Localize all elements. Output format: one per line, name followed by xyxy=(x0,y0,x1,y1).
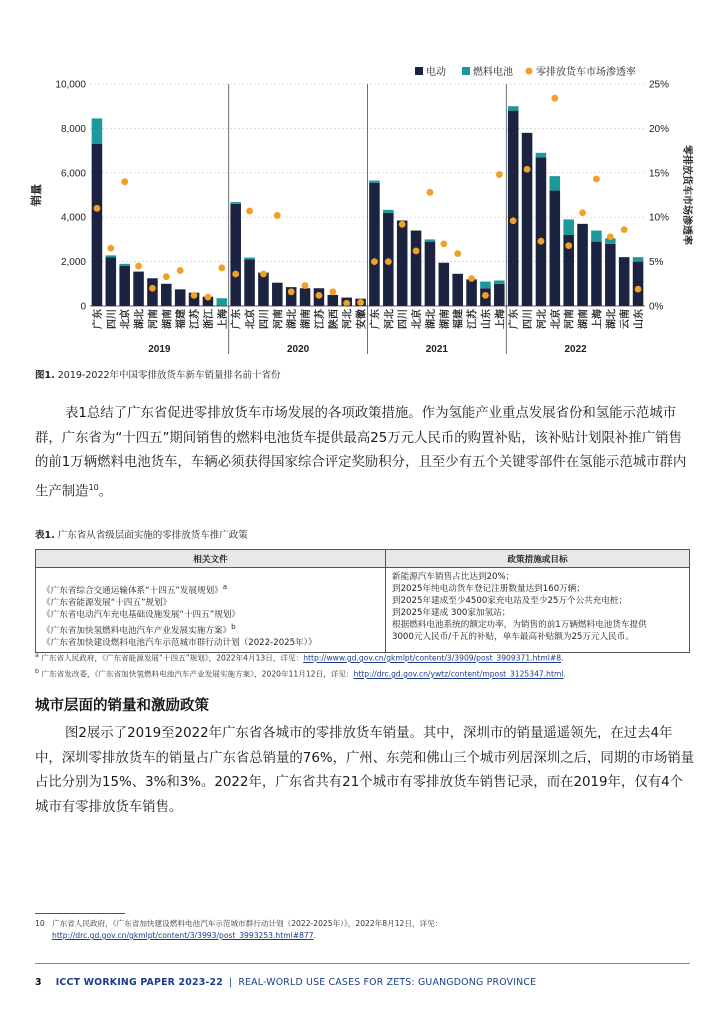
measure-item: 到2025年纯电动货车登记注册数量达到160万辆； xyxy=(392,584,585,594)
penetration-dot xyxy=(191,292,198,299)
note-end: . xyxy=(561,653,564,663)
y-tick-label: 8,000 xyxy=(60,123,86,135)
note-text: 广东省人民政府，《广东省能源发展“十四五”规划》，2022年4月13日，详见： xyxy=(38,653,304,663)
category-label: 河南 xyxy=(273,309,285,329)
y-tick-label: 2,000 xyxy=(60,257,86,269)
category-label: 陕西 xyxy=(328,309,340,329)
penetration-dot xyxy=(427,189,434,196)
penetration-dot xyxy=(607,233,614,240)
y2-tick-label: 15% xyxy=(649,168,670,180)
category-label: 四川 xyxy=(523,309,535,329)
penetration-dot xyxy=(551,95,558,102)
category-label: 湖北 xyxy=(134,309,146,329)
footer-title: REAL-WORLD USE CASES FOR ZETS: GUANGDONG PROVINCE xyxy=(238,977,537,988)
category-label: 湖北 xyxy=(287,309,299,329)
legend-label: 燃料电池 xyxy=(473,67,513,78)
penetration-dot xyxy=(538,238,545,245)
footer-divider xyxy=(35,963,690,964)
category-label: 浙江 xyxy=(203,309,215,329)
category-label: 湖北 xyxy=(606,309,618,329)
docs-cell xyxy=(36,568,386,653)
footnote-number: 10 xyxy=(35,919,45,928)
bar-electric xyxy=(633,262,644,306)
bar-electric xyxy=(244,259,255,306)
category-label: 北京 xyxy=(120,309,132,329)
category-label: 河南 xyxy=(148,309,160,329)
category-label: 四川 xyxy=(259,309,271,329)
bar-electric xyxy=(397,221,408,306)
table-note-a xyxy=(35,652,564,664)
y-tick-label: 0 xyxy=(80,301,86,313)
bar-electric xyxy=(258,273,269,306)
policy-table xyxy=(35,549,690,653)
penetration-dot xyxy=(385,258,392,265)
bar-fuel-cell xyxy=(480,282,491,289)
category-label: 河北 xyxy=(342,309,354,329)
penetration-dot xyxy=(274,212,281,219)
bar-fuel-cell xyxy=(230,202,241,204)
doc-item xyxy=(42,621,379,637)
penetration-dot xyxy=(232,271,239,278)
category-label: 上海 xyxy=(592,309,604,329)
bar-fuel-cell xyxy=(550,176,561,190)
penetration-dot xyxy=(524,166,531,173)
year-label: 2020 xyxy=(287,344,310,355)
doc-title: 《广东省能源发展“十四五”规划》 xyxy=(42,597,172,608)
doc-title: 《广东省综合交通运输体系“十四五”发展规划》 xyxy=(42,585,223,596)
bar-electric xyxy=(577,224,588,306)
category-label: 福建 xyxy=(176,309,188,329)
bar-fuel-cell xyxy=(563,219,574,235)
bar-electric xyxy=(452,274,463,306)
y-tick-label: 6,000 xyxy=(60,168,86,180)
y2-tick-label: 20% xyxy=(649,123,670,135)
paragraph-1 xyxy=(35,402,695,504)
paragraph-2 xyxy=(35,722,695,820)
penetration-dot xyxy=(454,250,461,257)
category-label: 江苏 xyxy=(467,309,479,329)
category-label: 江苏 xyxy=(190,309,202,329)
penetration-dot xyxy=(399,221,406,228)
bar-electric xyxy=(230,204,241,306)
penetration-dot xyxy=(107,245,114,252)
doc-item xyxy=(42,597,379,609)
bar-fuel-cell xyxy=(508,106,519,110)
bar-electric xyxy=(92,144,103,306)
category-label: 湖南 xyxy=(301,309,313,329)
category-label: 江苏 xyxy=(314,309,326,329)
penetration-dot xyxy=(635,286,642,293)
note-ref: b xyxy=(231,621,236,631)
category-label: 上海 xyxy=(495,309,507,329)
figure-caption xyxy=(35,367,281,381)
category-label: 北京 xyxy=(550,309,562,329)
y2-tick-label: 25% xyxy=(649,79,670,91)
bar-electric xyxy=(425,242,436,306)
category-label: 安徽 xyxy=(356,309,368,329)
legend-label: 电动 xyxy=(426,67,446,78)
y-tick-label: 4,000 xyxy=(60,212,86,224)
bar-electric xyxy=(272,283,283,306)
legend-label: 零排放货车市场渗透率 xyxy=(536,67,636,78)
bar-electric xyxy=(550,191,561,306)
penetration-dot xyxy=(205,294,212,301)
category-label: 广东 xyxy=(509,309,521,329)
bar-electric xyxy=(439,263,450,306)
bar-electric xyxy=(369,183,380,306)
year-label: 2019 xyxy=(148,344,171,355)
penetration-dot xyxy=(329,288,336,295)
category-label: 北京 xyxy=(245,309,257,329)
category-label: 云南 xyxy=(620,309,632,329)
paragraph-1-text: 表1总结了广东省促进零排放货车市场发展的各项政策措施。作为氢能产业重点发展省份和氢能示范城市群，广东省为“十四五”期间销售的燃料电池货车提供最高25万元人民币的购置补贴，该补贴计划限补推广销售的前1万辆燃料电池货车，车辆必须获得国家综合评定奖励积分，且至少有五个关键零部件在氢能示范城市群内生产制造 xyxy=(35,406,687,499)
penetration-dot xyxy=(288,288,295,295)
category-label: 四川 xyxy=(106,309,118,329)
bar-electric xyxy=(591,242,602,306)
penetration-dot xyxy=(440,240,447,247)
penetration-dot xyxy=(94,205,101,212)
category-label: 广东 xyxy=(370,309,382,329)
category-label: 湖北 xyxy=(425,309,437,329)
footer-separator: | xyxy=(228,977,233,988)
penetration-dot xyxy=(510,217,517,224)
bar-fuel-cell xyxy=(369,181,380,183)
measure-item: 到2025年建成至少4500家充电站及至少25万个公共充电桩； xyxy=(392,596,628,606)
paragraph-1-end: 。 xyxy=(98,483,113,499)
penetration-dot xyxy=(579,209,586,216)
doc-item xyxy=(42,637,379,649)
bar-fuel-cell xyxy=(425,239,436,241)
bar-electric xyxy=(508,111,519,306)
category-label: 福建 xyxy=(453,309,465,329)
note-link[interactable]: http://drc.gd.gov.cn/ywtz/content/mpost_3125347.html xyxy=(353,669,564,679)
doc-title: 《广东省加快建设燃料电池汽车示范城市群行动计划（2022-2025年）》 xyxy=(42,637,317,648)
y2-tick-label: 0% xyxy=(649,301,664,313)
note-mark: a xyxy=(35,652,39,659)
bar-fuel-cell xyxy=(536,153,547,157)
penetration-dot xyxy=(121,178,128,185)
penetration-dot xyxy=(371,258,378,265)
doc-item xyxy=(42,609,379,621)
header-docs: 相关文件 xyxy=(36,550,386,568)
category-label: 北京 xyxy=(412,309,424,329)
bar-electric xyxy=(522,133,533,306)
footnote-link[interactable]: http://drc.gd.gov.cn/gkmlpt/content/3/3993/post_3993253.html#877 xyxy=(52,931,314,940)
footnote-end: . xyxy=(313,931,317,940)
penetration-dot xyxy=(149,285,156,292)
penetration-dot xyxy=(260,271,267,278)
y-axis-title: 销量 xyxy=(30,184,43,206)
category-label: 广东 xyxy=(92,309,104,329)
footnote-divider xyxy=(35,913,125,914)
footer-org: ICCT WORKING PAPER 2023-22 xyxy=(55,977,223,988)
bar-electric xyxy=(619,257,630,306)
bar-fuel-cell xyxy=(591,231,602,242)
category-label: 湖南 xyxy=(439,309,451,329)
bar-electric xyxy=(106,257,117,306)
footnote xyxy=(35,918,685,942)
measure-item: 到2025年建成 300家加氢站； xyxy=(392,608,511,618)
penetration-dot xyxy=(218,264,225,271)
bar-fuel-cell xyxy=(106,255,117,257)
category-label: 广东 xyxy=(231,309,243,329)
y2-tick-label: 10% xyxy=(649,212,670,224)
note-mark: b xyxy=(35,668,40,675)
penetration-dot xyxy=(482,292,489,299)
legend-swatch xyxy=(415,67,423,75)
penetration-dot xyxy=(163,273,170,280)
bar-electric xyxy=(161,284,172,306)
paragraph-2-text: 图2展示了2019至2022年广东省各城市的零排放货车销量。其中，深圳市的销量遥遥领先，在过去4年中，深圳零排放货车的销量占广东省总销量的76%，广州、东莞和佛山三个城市列居深圳之后，同期的市场销量占比分别为15%、3%和3%。2022年，广东省共有21个城市有零排放货车销售记录，而在2019年，仅有4个城市有零排放货车销售。 xyxy=(35,726,695,815)
measure-item: 根据燃料电池系统的额定功率，为销售的前1万辆燃料电池货车提供 xyxy=(392,620,647,630)
bar-fuel-cell xyxy=(383,210,394,213)
note-ref: a xyxy=(222,582,228,591)
penetration-dot xyxy=(593,176,600,183)
penetration-dot xyxy=(468,275,475,282)
footnote-ref[interactable]: 10 xyxy=(88,482,99,492)
bar-electric xyxy=(328,295,339,306)
page-number: 3 xyxy=(35,977,42,988)
note-end: . xyxy=(563,669,566,679)
footnote-text: 广东省人民政府，《广东省加快建设燃料电池汽车示范城市群行动计划（2022-2025年）》，2022年8月12日，详见： xyxy=(52,919,443,928)
table-header-row xyxy=(36,550,690,568)
bar-electric xyxy=(411,231,422,306)
doc-title: 《广东省加快氢燃料电池汽车产业发展实施方案》 xyxy=(42,625,232,636)
figure-label: 图1. xyxy=(35,370,55,381)
bar-electric xyxy=(494,284,505,306)
penetration-dot xyxy=(413,248,420,255)
legend-dot xyxy=(526,68,533,75)
bar-electric xyxy=(133,272,144,306)
measures-cell xyxy=(386,568,690,653)
penetration-dot xyxy=(565,242,572,249)
section-heading: 城市层面的销量和激励政策 xyxy=(35,698,209,714)
table-caption xyxy=(35,527,248,541)
doc-title: 《广东省电动汽车充电基础设施发展“十四五”规划》 xyxy=(42,609,240,620)
penetration-dot xyxy=(177,267,184,274)
y2-tick-label: 5% xyxy=(649,257,664,269)
table-note-b xyxy=(35,668,566,680)
page-footer xyxy=(35,977,536,988)
bar-fuel-cell xyxy=(217,298,228,306)
year-label: 2021 xyxy=(425,344,448,355)
penetration-dot xyxy=(316,292,323,299)
bar-fuel-cell xyxy=(494,280,505,283)
note-link[interactable]: http://www.gd.gov.cn/gkmlpt/content/3/3909/post_3909371.html#8 xyxy=(303,653,562,663)
bar-electric xyxy=(119,266,130,306)
table-label: 表1. xyxy=(35,530,55,541)
bar-fuel-cell xyxy=(92,118,103,144)
category-label: 上海 xyxy=(217,309,229,329)
bar-electric xyxy=(147,278,158,306)
y-tick-label: 10,000 xyxy=(55,79,86,91)
bar-electric xyxy=(175,289,186,306)
category-label: 四川 xyxy=(398,309,410,329)
legend-swatch xyxy=(462,67,470,75)
category-label: 河北 xyxy=(536,309,548,329)
sales-chart xyxy=(0,0,724,362)
year-label: 2022 xyxy=(564,344,587,355)
bar-electric xyxy=(605,244,616,306)
bar-fuel-cell xyxy=(633,257,644,261)
penetration-dot xyxy=(246,208,253,215)
category-label: 河南 xyxy=(564,309,576,329)
penetration-dot xyxy=(302,282,309,289)
table-row xyxy=(36,568,690,653)
penetration-dot xyxy=(621,226,628,233)
y2-axis-title: 零排放货车市场渗透率 xyxy=(681,145,692,245)
figure-caption-text: 2019-2022年中国零排放货车新车销量排名前十省份 xyxy=(54,370,281,381)
category-label: 河北 xyxy=(384,309,396,329)
bar-electric xyxy=(466,279,477,306)
bar-fuel-cell xyxy=(119,264,130,266)
category-label: 山东 xyxy=(634,309,646,329)
category-label: 湖南 xyxy=(578,309,590,329)
category-label: 山东 xyxy=(481,309,493,329)
header-measures: 政策措施或目标 xyxy=(386,550,690,568)
doc-item xyxy=(42,581,379,597)
note-text: 广东省发改委，《广东省加快氢燃料电池汽车产业发展实施方案》，2020年11月12日，详见： xyxy=(39,669,354,679)
penetration-dot xyxy=(357,299,364,306)
penetration-dot xyxy=(496,171,503,178)
measure-item: 新能源汽车销售占比达到20%； xyxy=(392,572,515,582)
bar-fuel-cell xyxy=(244,258,255,260)
bar-electric xyxy=(300,288,311,306)
penetration-dot xyxy=(135,263,142,270)
table-caption-text: 广东省从省级层面实施的零排放货车推广政策 xyxy=(54,530,248,541)
bar-electric xyxy=(536,157,547,306)
category-label: 湖南 xyxy=(162,309,174,329)
measure-item: 3000元人民币/千瓦的补贴，单车最高补贴额为25万元人民币。 xyxy=(392,632,634,642)
